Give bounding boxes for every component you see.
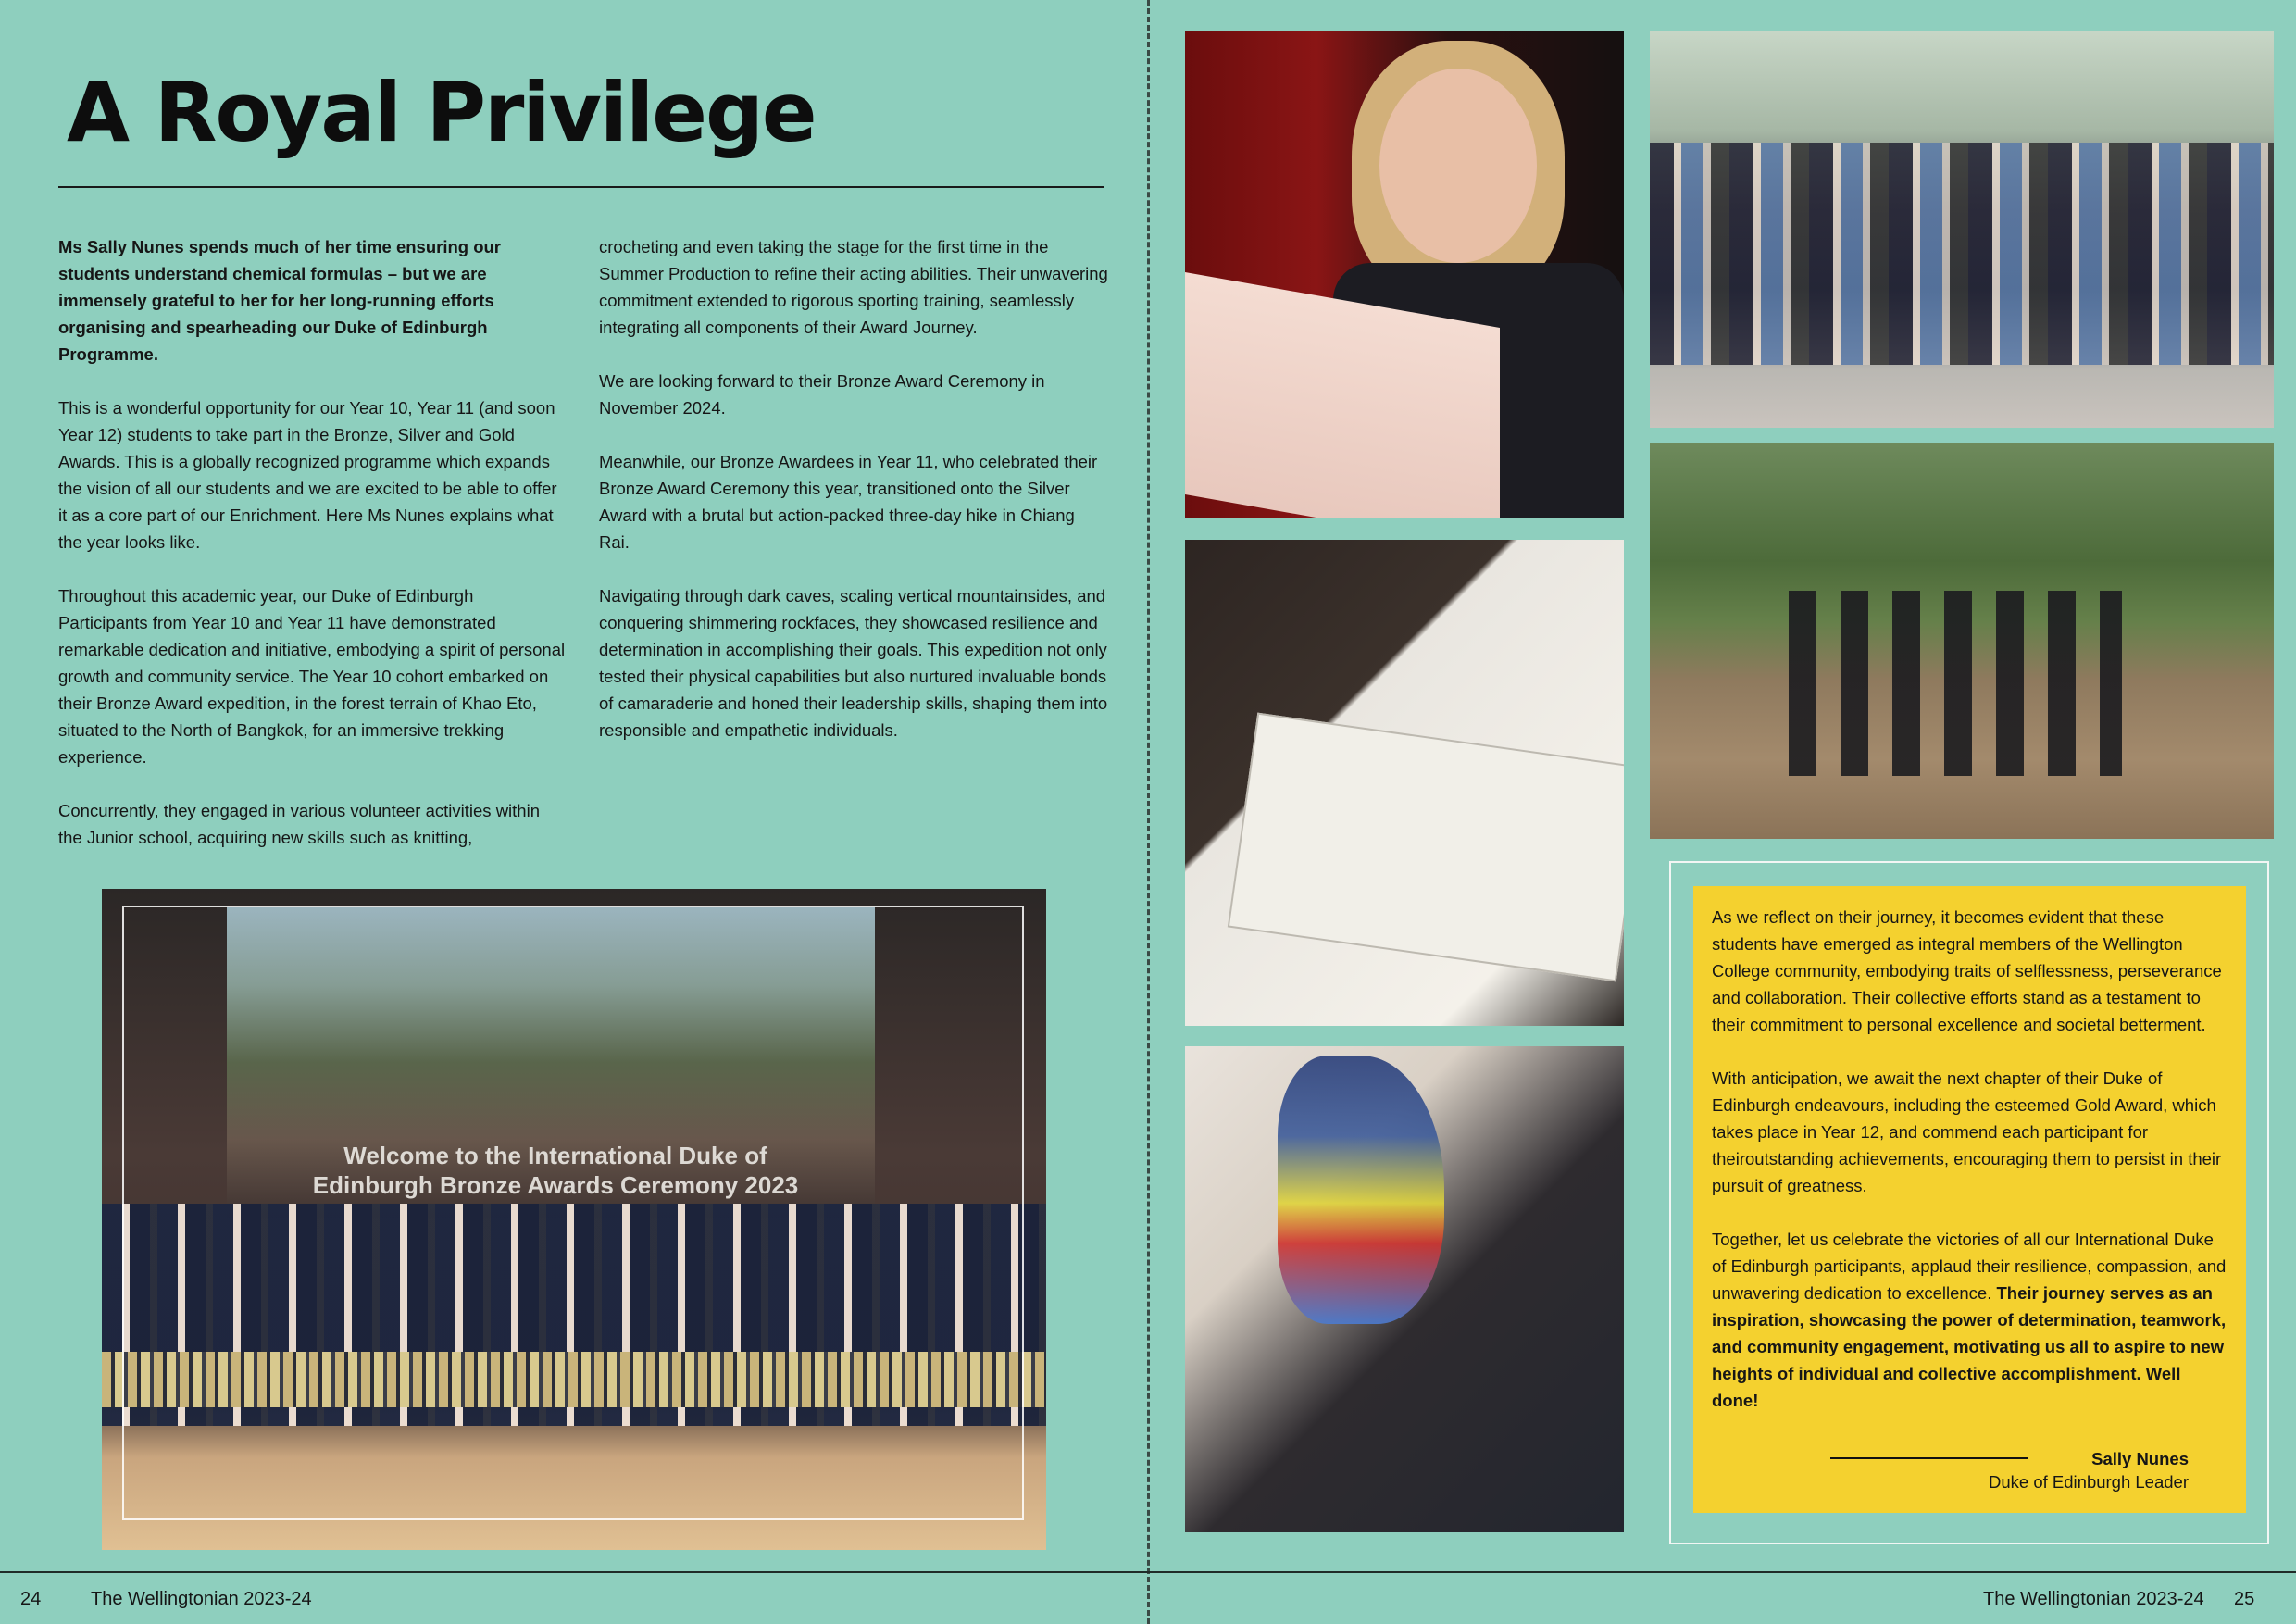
article-title: A Royal Privilege [67,65,816,160]
publication-title-right: The Wellingtonian 2023-24 [1983,1589,2204,1609]
closing-callout-box [1693,886,2246,1513]
callout-paragraph: As we reflect on their journey, it becomes evident that these students have emerged as integral members of the Wellington College community, embodying traits of selflessness, perseverance and collaboration. Their collective efforts stand as a testament to their commitment to personal excellence and societal betterment. [1712,907,2222,1034]
signature-name: Sally Nunes [2091,1449,2189,1468]
callout-bold-text: Their journey serves as an inspiration, showcasing the power of determination, teamwork, and community engagement, motivating us all to aspire to new heights of individual and collective accomplishment. Well done! [1712,1283,2227,1410]
group-people [1650,143,2274,365]
body-paragraph: Meanwhile, our Bronze Awardees in Year 11, who celebrated their Bronze Award Ceremony this year, transitioned onto the Silver Award with a brutal but action-packed three-day hike in Chiang Rai. [599,452,1098,552]
publication-title-left: The Wellingtonian 2023-24 [91,1589,312,1609]
page-gutter-divider [1147,0,1150,1624]
body-paragraph: Concurrently, they engaged in various volunteer activities within the Junior school, acquiring new skills such as knitting, [58,801,540,847]
body-paragraph: Throughout this academic year, our Duke of Edinburgh Participants from Year 10 and Year 11 have demonstrated remarkable dedication and initiative, embodying a spirit of personal growth and community service. The Year 10 cohort embarked on their Bronze Award expedition, in the forest terrain of Khao Eto, situated to the North of Bangkok, for an immersive trekking experience. [58,586,566,767]
footer-rule [0,1571,2296,1573]
page-number-left: 24 [20,1589,42,1609]
wall-map [1278,1056,1444,1324]
body-paragraph: Navigating through dark caves, scaling vertical mountainsides, and conquering shimmering rockfaces, they showcased resilience and determination in accomplishing their goals. This expedition not only tested their physical capabilities but also nurtured invaluable bonds of camaraderie and honed their leadership skills, shaping them into responsible and empathetic individuals. [599,586,1108,740]
topographic-map [1228,713,1624,982]
callout-paragraph [1712,1226,2227,1414]
body-paragraph: We are looking forward to their Bronze Award Ceremony in November 2024. [599,371,1045,418]
lead-paragraph: Ms Sally Nunes spends much of her time ensuring our students understand chemical formulas – but we are immensely grateful to her for her long-running efforts organising and spearheading our Duke of Edinburgh Programme. [58,237,502,364]
speaker-face [1379,69,1537,263]
title-rule [58,186,1104,188]
projection-caption-line: Edinburgh Bronze Awards Ceremony 2023 [312,1171,799,1199]
body-paragraph: crocheting and even taking the stage for the first time in the Summer Production to refine their acting abilities. Their unwavering commitment extended to rigorous sporting training, seamlessly integrating all components of their Award Journey. [599,237,1108,337]
speaker-portrait-photo [1185,31,1624,518]
classroom-activity-photo [1185,1046,1624,1532]
signature-line [1830,1457,2028,1459]
callout-paragraph: With anticipation, we await the next chapter of their Duke of Edinburgh endeavours, including the esteemed Gold Award, which takes place in Year 12, and commend each participant for theiroutstanding achievements, encouraging them to persist in their pursuit of greatness. [1712,1068,2222,1195]
stage-frame-border [122,906,1024,1520]
signature-role: Duke of Edinburgh Leader [1989,1472,2189,1492]
hikers [1789,591,2122,776]
group-photo [1650,31,2274,428]
text-column-right [599,233,1108,770]
callout-text: Together, let us celebrate the victories of all our International Duke of Edinburgh participants, applaud their resilience, compassion, and unwavering dedication to excellence. [1712,1230,2227,1303]
text-column-left [58,233,568,878]
hiking-group-photo [1650,443,2274,839]
page-number-right: 25 [2234,1589,2255,1609]
map-reading-photo [1185,540,1624,1026]
ceremony-stage-photo [102,889,1046,1550]
projection-caption-line: Welcome to the International Duke of [343,1142,767,1169]
body-paragraph: This is a wonderful opportunity for our Year 10, Year 11 (and soon Year 12) students to take part in the Bronze, Silver and Gold Awards. This is a globally recognized programme which expands the vision of all our students and we are excited to be able to offer it as a core part of our Enrichment. Here Ms Nunes explains what the year looks like. [58,398,557,552]
